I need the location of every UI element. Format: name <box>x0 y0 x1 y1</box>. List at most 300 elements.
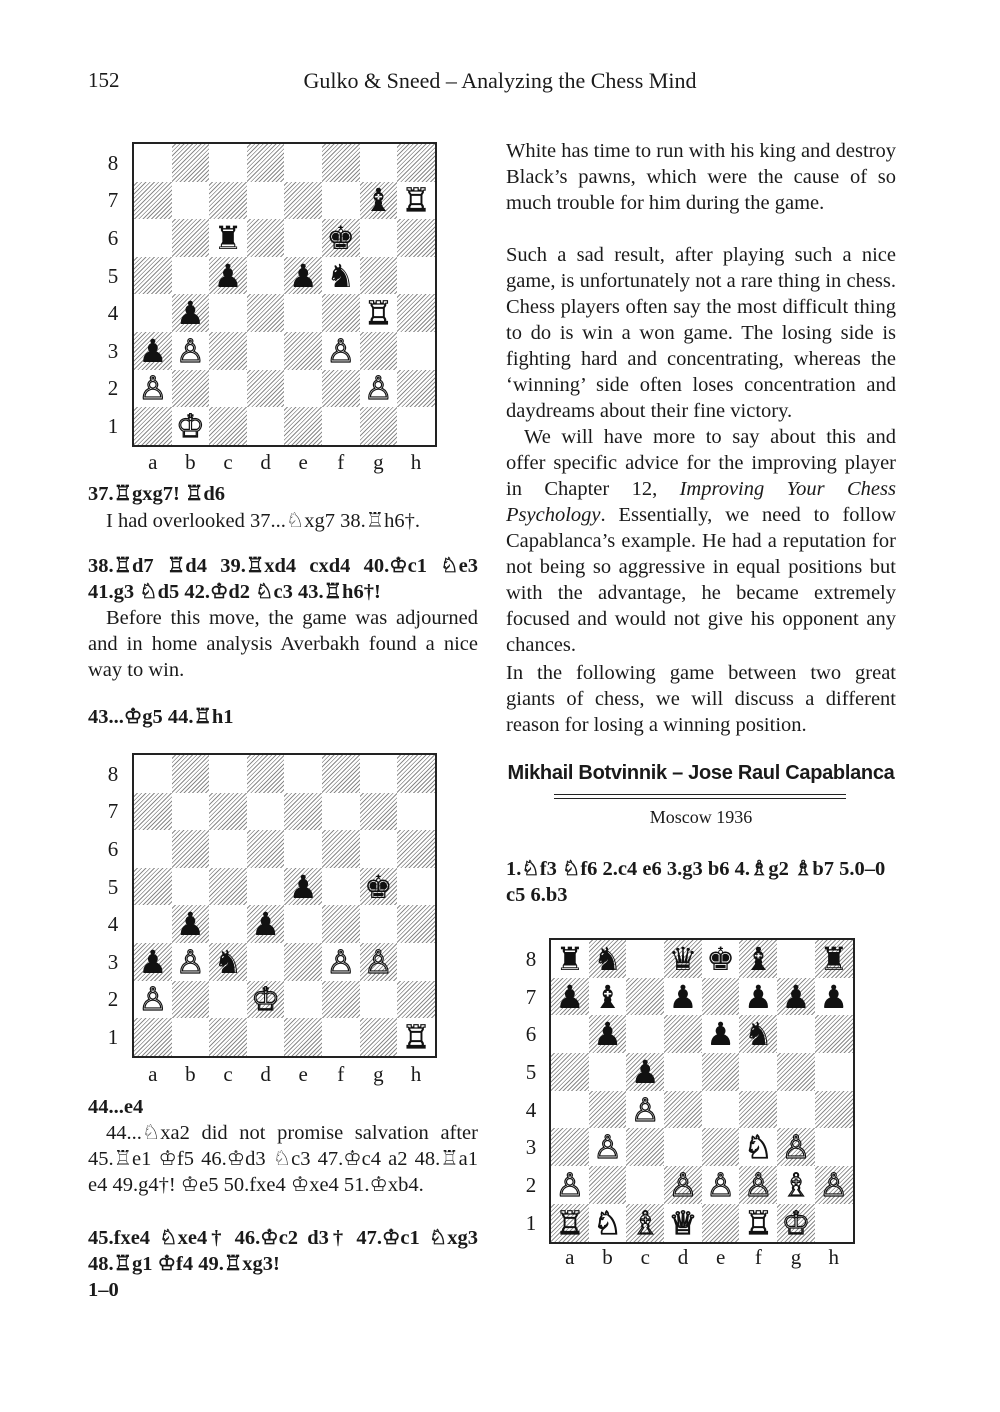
square-d6 <box>247 830 285 868</box>
square-g2 <box>360 370 398 408</box>
square-b2 <box>172 370 210 408</box>
square-c5 <box>209 868 247 906</box>
square-g2 <box>777 1166 815 1204</box>
file-label: b <box>602 1245 613 1269</box>
file-label: c <box>223 450 233 474</box>
file-label: g <box>373 1062 384 1086</box>
black-pawn-icon: ♟ <box>138 331 168 370</box>
white-king-icon: ♔ <box>781 1203 811 1242</box>
square-g4 <box>360 905 398 943</box>
square-h8 <box>397 755 435 793</box>
black-pawn-icon: ♟ <box>630 1052 660 1091</box>
rank-label: 6 <box>107 837 119 861</box>
square-d7 <box>664 978 702 1016</box>
square-e5 <box>702 1053 740 1091</box>
square-f4 <box>322 294 360 332</box>
chessboard <box>132 142 437 447</box>
square-a4 <box>134 905 172 943</box>
black-pawn-icon: ♟ <box>176 905 205 944</box>
square-b7 <box>172 793 210 831</box>
square-h6 <box>397 219 435 257</box>
square-e5 <box>284 257 322 295</box>
paragraph-1: White has time to run with his king and destroy Black’s pawns, which were the cause of so much trouble for him during the game. <box>506 140 897 214</box>
square-e4 <box>702 1091 740 1129</box>
square-e8 <box>284 755 322 793</box>
square-e3 <box>702 1128 740 1166</box>
black-bishop-icon: ♝ <box>364 181 393 220</box>
white-pawn-icon: ♙ <box>176 942 205 981</box>
file-label: a <box>148 1062 158 1086</box>
rank-label: 8 <box>107 150 119 175</box>
square-f7 <box>739 978 777 1016</box>
paragraph-3-start: We will have more to say about this and offer specific advice for the improving player in Chapter 12, <box>506 426 896 500</box>
square-a5 <box>134 257 172 295</box>
square-c7 <box>209 793 247 831</box>
square-f3 <box>739 1128 777 1166</box>
black-knight-icon: ♞ <box>326 256 356 295</box>
moves-38-line2: 41.g3 ♘d5 42.♔d2 ♘c3 43.♖h6†! <box>88 581 381 603</box>
paragraph-3 <box>506 424 896 658</box>
square-d2 <box>664 1166 702 1204</box>
square-a4 <box>134 294 172 332</box>
white-bishop-icon: ♗ <box>781 1165 811 1204</box>
rank-label: 7 <box>107 188 119 213</box>
square-e2 <box>284 370 322 408</box>
rank-label: 2 <box>107 376 119 401</box>
square-h6 <box>397 830 435 868</box>
square-a5 <box>134 868 172 906</box>
square-h8 <box>815 940 853 978</box>
rank-label: 3 <box>107 338 119 363</box>
black-bishop-icon: ♝ <box>593 977 622 1016</box>
square-f3 <box>322 332 360 370</box>
square-a1 <box>134 1018 172 1056</box>
note-37: I had overlooked 37...♘xg7 38.♖h6†. <box>106 510 421 532</box>
black-rook-icon: ♜ <box>213 218 243 257</box>
white-rook-icon: ♖ <box>364 294 393 333</box>
square-f7 <box>322 793 360 831</box>
rank-label: 5 <box>525 1059 537 1084</box>
file-label: d <box>260 1062 271 1086</box>
note-44: 44...♘xa2 did not promise salvation after 45.♖e1 ♔f5 46.♔d3 ♘c3 47.♔c4 a2 48.♖a1 e4 49.g4†! ♔e5 50.fxe4 ♔xe4 51.♔xb4. <box>88 1122 478 1196</box>
square-a1 <box>551 1204 589 1242</box>
square-h5 <box>397 868 435 906</box>
square-b1 <box>589 1204 627 1242</box>
moves-45-line2: 48.♖g1 ♔f4 49.♖xg3! <box>88 1253 280 1275</box>
square-a2 <box>134 370 172 408</box>
square-d7 <box>247 793 285 831</box>
square-a7 <box>551 978 589 1016</box>
moves-38-line1: 38.♖d7 ♖d4 39.♖xd4 cxd4 40.♔c1 ♘e3 <box>88 555 478 577</box>
black-pawn-icon: ♟ <box>251 905 280 944</box>
black-pawn-icon: ♟ <box>176 294 205 333</box>
square-c6 <box>209 219 247 257</box>
white-rook-icon: ♖ <box>555 1203 585 1242</box>
square-g7 <box>360 182 398 220</box>
white-knight-icon: ♘ <box>743 1128 773 1167</box>
rank-label: 5 <box>107 263 119 288</box>
square-h2 <box>397 370 435 408</box>
rank-label: 3 <box>107 949 119 974</box>
black-queen-icon: ♛ <box>668 939 698 978</box>
square-b7 <box>172 182 210 220</box>
square-g7 <box>360 793 398 831</box>
square-b2 <box>589 1166 627 1204</box>
square-g8 <box>360 144 398 182</box>
square-c3 <box>626 1128 664 1166</box>
square-h1 <box>397 1018 435 1056</box>
file-label: a <box>148 450 158 474</box>
square-e6 <box>284 219 322 257</box>
rank-label: 2 <box>525 1173 537 1198</box>
white-pawn-icon: ♙ <box>364 942 393 981</box>
square-b6 <box>172 830 210 868</box>
square-h6 <box>815 1015 853 1053</box>
square-h7 <box>397 793 435 831</box>
square-b2 <box>172 981 210 1019</box>
square-a1 <box>134 407 172 445</box>
square-f7 <box>322 182 360 220</box>
white-queen-icon: ♕ <box>668 1203 698 1242</box>
square-c7 <box>209 182 247 220</box>
square-f2 <box>322 370 360 408</box>
move-44: 44...e4 <box>88 1096 144 1118</box>
square-a3 <box>134 332 172 370</box>
square-b8 <box>589 940 627 978</box>
square-a4 <box>551 1091 589 1129</box>
file-label: c <box>640 1245 650 1269</box>
white-knight-icon: ♘ <box>593 1203 622 1242</box>
square-d5 <box>664 1053 702 1091</box>
square-c4 <box>626 1091 664 1129</box>
square-c3 <box>209 943 247 981</box>
square-e1 <box>702 1204 740 1242</box>
square-d4 <box>247 294 285 332</box>
square-h1 <box>815 1204 853 1242</box>
rank-label: 7 <box>525 984 537 1009</box>
black-pawn-icon: ♟ <box>781 977 811 1016</box>
square-c1 <box>209 1018 247 1056</box>
square-f1 <box>739 1204 777 1242</box>
square-f8 <box>322 755 360 793</box>
square-h4 <box>815 1091 853 1129</box>
white-pawn-icon: ♙ <box>555 1165 585 1204</box>
file-label: d <box>260 450 271 474</box>
running-head: Gulko & Sneed – Analyzing the Chess Mind <box>303 68 697 93</box>
white-rook-icon: ♖ <box>401 1017 431 1056</box>
moves-45-line1: 45.fxe4 ♘xe4† 46.♔c2 d3† 47.♔c1 ♘xg3 <box>88 1227 478 1249</box>
square-b4 <box>172 294 210 332</box>
game-venue: Moscow 1936 <box>649 807 753 827</box>
file-label: e <box>298 1062 308 1086</box>
square-c2 <box>209 370 247 408</box>
square-b3 <box>172 332 210 370</box>
square-e6 <box>702 1015 740 1053</box>
file-label: c <box>223 1062 233 1086</box>
rank-label: 1 <box>107 414 119 438</box>
black-pawn-icon: ♟ <box>593 1015 622 1054</box>
square-g4 <box>360 294 398 332</box>
white-rook-icon: ♖ <box>743 1203 773 1242</box>
square-f1 <box>322 1018 360 1056</box>
square-e4 <box>284 294 322 332</box>
square-g6 <box>360 830 398 868</box>
square-f4 <box>739 1091 777 1129</box>
square-h7 <box>397 182 435 220</box>
white-pawn-icon: ♙ <box>364 369 393 408</box>
square-b8 <box>172 755 210 793</box>
square-b8 <box>172 144 210 182</box>
black-knight-icon: ♞ <box>213 942 243 981</box>
square-g5 <box>360 257 398 295</box>
rank-label: 5 <box>107 874 119 899</box>
square-d1 <box>247 407 285 445</box>
square-b5 <box>589 1053 627 1091</box>
file-label: g <box>790 1245 802 1269</box>
square-c8 <box>209 144 247 182</box>
square-h5 <box>397 257 435 295</box>
square-f6 <box>739 1015 777 1053</box>
black-knight-icon: ♞ <box>743 1015 773 1054</box>
white-pawn-icon: ♙ <box>593 1128 622 1167</box>
file-label: h <box>828 1245 839 1269</box>
file-label: h <box>410 1062 422 1086</box>
file-label: d <box>677 1245 689 1269</box>
square-d3 <box>664 1128 702 1166</box>
game-title: Mikhail Botvinnik – Jose Raul Capablanca <box>507 762 895 784</box>
square-a3 <box>551 1128 589 1166</box>
square-c8 <box>626 940 664 978</box>
square-a6 <box>134 830 172 868</box>
file-label: e <box>715 1245 726 1269</box>
square-b1 <box>172 407 210 445</box>
square-c8 <box>209 755 247 793</box>
square-a8 <box>551 940 589 978</box>
square-h2 <box>815 1166 853 1204</box>
black-pawn-icon: ♟ <box>706 1015 735 1054</box>
square-d8 <box>664 940 702 978</box>
square-a2 <box>134 981 172 1019</box>
square-f8 <box>322 144 360 182</box>
square-c6 <box>626 1015 664 1053</box>
square-c7 <box>626 978 664 1016</box>
black-rook-icon: ♜ <box>819 939 848 978</box>
square-e7 <box>284 182 322 220</box>
square-d5 <box>247 868 285 906</box>
square-g8 <box>777 940 815 978</box>
square-e8 <box>702 940 740 978</box>
square-d1 <box>247 1018 285 1056</box>
square-c4 <box>209 294 247 332</box>
chapter-title: Improving Your Chess Psychology <box>506 478 896 526</box>
square-g1 <box>777 1204 815 1242</box>
square-g3 <box>360 943 398 981</box>
square-e2 <box>702 1166 740 1204</box>
square-c3 <box>209 332 247 370</box>
file-label: h <box>410 450 422 474</box>
square-b1 <box>172 1018 210 1056</box>
black-king-icon: ♚ <box>364 867 393 906</box>
paragraph-2: Such a sad result, after playing such a nice game, is unfortunately not a rare thing in chess. Chess players often say the most difficult thing to do is win a won game. The losing side is fighting hard and concentrating, whereas the ‘winning’ side often loses concentration and daydreams about their fine victory. <box>506 244 896 422</box>
rank-label: 2 <box>107 987 119 1012</box>
square-a2 <box>551 1166 589 1204</box>
square-h8 <box>397 144 435 182</box>
square-d8 <box>247 144 285 182</box>
rank-label: 4 <box>107 301 119 326</box>
square-e7 <box>702 978 740 1016</box>
white-king-icon: ♔ <box>176 406 205 445</box>
rank-label: 8 <box>525 946 537 971</box>
rank-label: 6 <box>525 1022 537 1047</box>
white-bishop-icon: ♗ <box>630 1203 660 1242</box>
square-e3 <box>284 332 322 370</box>
chessboard <box>549 938 855 1244</box>
square-c1 <box>626 1204 664 1242</box>
title-rule-bottom <box>554 798 846 799</box>
square-h3 <box>815 1128 853 1166</box>
white-pawn-icon: ♙ <box>176 331 205 370</box>
square-g1 <box>360 407 398 445</box>
white-pawn-icon: ♙ <box>781 1128 811 1167</box>
square-e5 <box>284 868 322 906</box>
square-b6 <box>172 219 210 257</box>
square-f5 <box>322 868 360 906</box>
square-h3 <box>397 332 435 370</box>
square-g8 <box>360 755 398 793</box>
square-e3 <box>284 943 322 981</box>
square-h7 <box>815 978 853 1016</box>
white-king-icon: ♔ <box>251 980 280 1019</box>
move-37: 37.♖gxg7! ♖d6 <box>88 483 225 505</box>
opening-moves: 1.♘f3 ♘f6 2.c4 e6 3.g3 b6 4.♗g2 ♗b7 5.0–0 c5 6.b3 <box>506 858 886 906</box>
page-number: 152 <box>88 68 120 92</box>
square-d6 <box>247 219 285 257</box>
square-a3 <box>134 943 172 981</box>
chessboard <box>132 753 437 1058</box>
square-g1 <box>360 1018 398 1056</box>
square-e4 <box>284 905 322 943</box>
paragraph-4: In the following game between two great giants of chess, we will discuss a different reason for losing a winning position. <box>506 662 896 736</box>
adjourn-paragraph: Before this move, the game was adjourned and in home analysis Averbakh found a nice way to win. <box>88 607 478 681</box>
rank-label: 1 <box>107 1025 119 1049</box>
square-g6 <box>360 219 398 257</box>
title-rule-top <box>554 794 846 795</box>
square-c2 <box>209 981 247 1019</box>
rank-label: 4 <box>525 1097 537 1122</box>
square-d4 <box>664 1091 702 1129</box>
square-d5 <box>247 257 285 295</box>
square-a7 <box>134 182 172 220</box>
square-d6 <box>664 1015 702 1053</box>
square-d8 <box>247 755 285 793</box>
white-pawn-icon: ♙ <box>326 331 356 370</box>
black-pawn-icon: ♟ <box>668 977 698 1016</box>
square-f6 <box>322 219 360 257</box>
game-result: 1–0 <box>88 1279 119 1301</box>
rank-label: 4 <box>107 912 119 937</box>
square-a6 <box>134 219 172 257</box>
square-h2 <box>397 981 435 1019</box>
square-h1 <box>397 407 435 445</box>
square-e1 <box>284 407 322 445</box>
black-rook-icon: ♜ <box>555 939 585 978</box>
paragraph-3-end: . Essentially, we need to follow Capablanca’s example. He had a reputation for not being so aggressive in equal positions but with the advantage, he became extremely focused and would not give his opponent any chances. <box>506 504 896 656</box>
square-d2 <box>247 370 285 408</box>
square-d4 <box>247 905 285 943</box>
black-knight-icon: ♞ <box>593 939 622 978</box>
rank-label: 1 <box>525 1210 537 1235</box>
black-king-icon: ♚ <box>326 218 356 257</box>
square-e1 <box>284 1018 322 1056</box>
white-pawn-icon: ♙ <box>630 1090 660 1129</box>
square-b3 <box>172 943 210 981</box>
square-c2 <box>626 1166 664 1204</box>
square-d1 <box>664 1204 702 1242</box>
square-d7 <box>247 182 285 220</box>
white-pawn-icon: ♙ <box>819 1165 848 1204</box>
file-label: b <box>185 1062 196 1086</box>
black-pawn-icon: ♟ <box>213 256 243 295</box>
square-c5 <box>209 257 247 295</box>
file-label: f <box>337 1062 345 1086</box>
square-b5 <box>172 257 210 295</box>
square-a6 <box>551 1015 589 1053</box>
square-c4 <box>209 905 247 943</box>
file-label: g <box>373 450 384 474</box>
square-b4 <box>589 1091 627 1129</box>
rank-label: 3 <box>525 1135 537 1160</box>
rank-label: 6 <box>107 226 119 250</box>
square-e7 <box>284 793 322 831</box>
white-rook-icon: ♖ <box>401 181 431 220</box>
white-pawn-icon: ♙ <box>743 1165 773 1204</box>
white-pawn-icon: ♙ <box>668 1165 698 1204</box>
square-f2 <box>322 981 360 1019</box>
square-a5 <box>551 1053 589 1091</box>
square-h4 <box>397 294 435 332</box>
square-g3 <box>360 332 398 370</box>
file-label: a <box>565 1245 575 1269</box>
square-g3 <box>777 1128 815 1166</box>
square-g6 <box>777 1015 815 1053</box>
square-e6 <box>284 830 322 868</box>
file-label: e <box>298 450 308 474</box>
square-d3 <box>247 943 285 981</box>
white-pawn-icon: ♙ <box>138 980 168 1019</box>
white-pawn-icon: ♙ <box>138 369 168 408</box>
square-f2 <box>739 1166 777 1204</box>
square-g2 <box>360 981 398 1019</box>
square-e8 <box>284 144 322 182</box>
square-g7 <box>777 978 815 1016</box>
square-h4 <box>397 905 435 943</box>
black-pawn-icon: ♟ <box>743 977 773 1016</box>
rank-label: 7 <box>107 799 119 824</box>
square-f6 <box>322 830 360 868</box>
move-43: 43...♔g5 44.♖h1 <box>88 706 234 728</box>
file-label: b <box>185 450 196 474</box>
square-h3 <box>397 943 435 981</box>
square-f1 <box>322 407 360 445</box>
black-pawn-icon: ♟ <box>555 977 585 1016</box>
rank-label: 8 <box>107 761 119 786</box>
square-g5 <box>360 868 398 906</box>
square-d3 <box>247 332 285 370</box>
square-f8 <box>739 940 777 978</box>
square-c5 <box>626 1053 664 1091</box>
square-h5 <box>815 1053 853 1091</box>
file-label: f <box>337 450 345 474</box>
